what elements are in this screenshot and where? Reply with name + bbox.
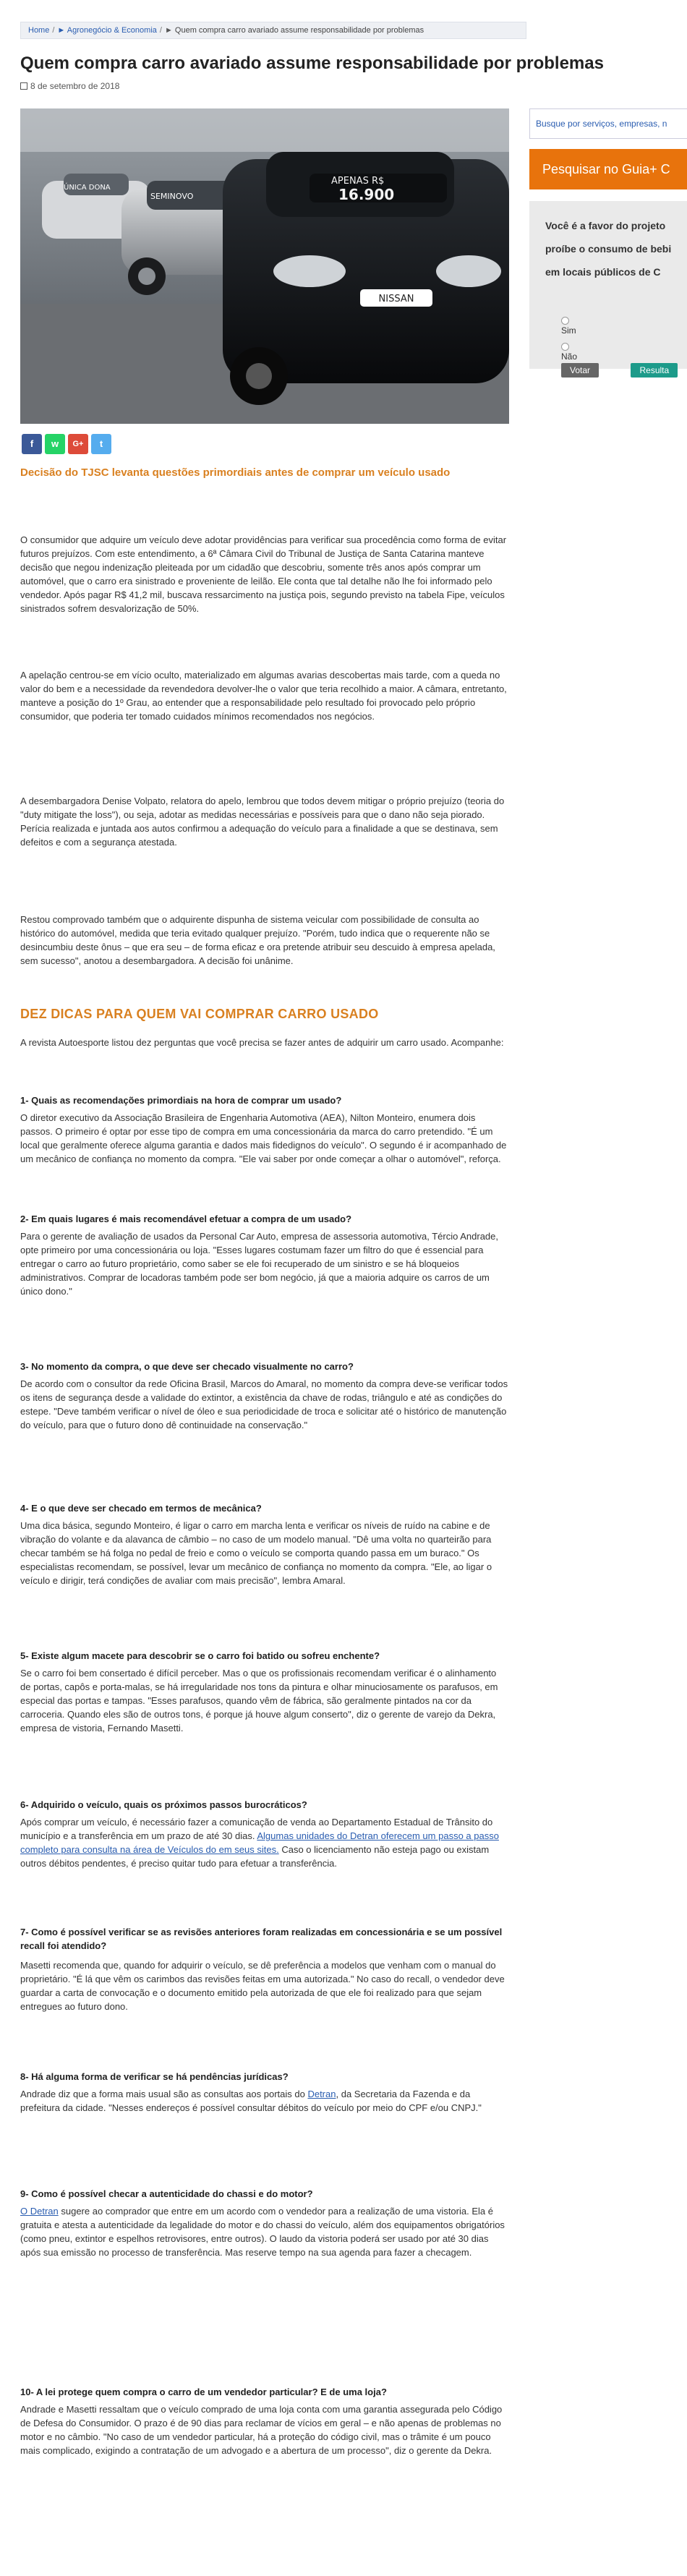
- windshield-text: ÚNICA DONA: [64, 184, 111, 192]
- section-title: DEZ DICAS PARA QUEM VAI COMPRAR CARRO USADO: [20, 1007, 379, 1021]
- question-heading: 6- Adquirido o veículo, quais os próximos passos burocráticos?: [20, 1799, 307, 1810]
- breadcrumb: [20, 22, 526, 39]
- question-heading: 8- Há alguma forma de verificar se há pendências jurídicas?: [20, 2071, 289, 2082]
- share-bar: [22, 434, 111, 454]
- question-answer: De acordo com o consultor da rede Oficina Brasil, Marcos do Amaral, no momento da compra deve-se verificar todos os itens de segurança desde a validade do extintor, a existência da chave de rodas, triângulo e até as condições do estepe. "Deve também verificar o nível de óleo e sua periodicidade de troca e solicitar até o histórico de manutenção do veículo, para que o futuro dono dê continuidade na conservação.": [20, 1378, 508, 1430]
- question-heading: 7- Como é possível verificar se as revisões anteriores foram realizadas em concessionária e se um possível recall foi atendido?: [20, 1927, 503, 1951]
- breadcrumb-section-link[interactable]: Agronegócio & Economia: [67, 26, 157, 35]
- poll-option-sim[interactable]: [561, 315, 576, 336]
- poll-option-label: Não: [561, 351, 578, 362]
- windshield-text: SEMINOVO: [150, 192, 194, 201]
- twitter-icon[interactable]: t: [91, 434, 111, 454]
- poll-question-line: em locais públicos de C: [545, 266, 661, 278]
- radio-icon[interactable]: [561, 343, 569, 351]
- whatsapp-icon[interactable]: w: [45, 434, 65, 454]
- question-answer: Masetti recomenda que, quando for adquirir o veículo, se dê preferência a modelos que venham com o manual do proprietário. "É lá que vêm os carimbos das revisões feitas em uma autorizada." No caso do recall, o vendedor deve guardar a carta de convocação e o documento emitido pela autorizada de que ele foi realizado para que sejam entregues ao futuro dono.: [20, 1960, 505, 2012]
- question-answer: O diretor executivo da Associação Brasileira de Engenharia Automotiva (AEA), Nilton Monteiro, enumera dois passos. O primeiro é optar por esse tipo de compra em uma concessionária da marca do carro pretendido. "É um local que geralmente oferece alguma garantia e dados mais fidedignos do veículo". O segundo é ir acompanhado de um mecânico de confiança no momento da compra. "Ele vai saber por onde começar a olhar o automóvel", reforça.: [20, 1112, 507, 1164]
- answer-text: sugere ao comprador que entre em um acordo com o vendedor para a realização de uma vistoria. Ela é gratuita e atesta a autenticidade da legalidade do motor e do chassi do veículo, além dos equipamentos obrigatórios (como pneu, extintor e espelhos retrovisores, entre outros). O laudo da vistoria poderá ser usado por até 30 dias após sua emissão no processo de transferência. Mas reserve tempo na sua agenda para fazer a checagem.: [20, 2206, 505, 2258]
- answer-text: Caso o licenciamento não esteja pago ou existam outros débitos pendentes, é preciso quitar tudo para efetuar a transferência.: [20, 1844, 490, 1869]
- question-heading: 2- Em quais lugares é mais recomendável efetuar a compra de um usado?: [20, 1214, 352, 1224]
- question-heading: 1- Quais as recomendações primordiais na hora de comprar um usado?: [20, 1095, 342, 1106]
- results-button[interactable]: Resulta: [631, 363, 678, 378]
- poll-question: [545, 214, 687, 283]
- question-heading: 3- No momento da compra, o que deve ser checado visualmente no carro?: [20, 1361, 354, 1372]
- article-lead: Decisão do TJSC levanta questões primordiais antes de comprar um veículo usado: [20, 466, 451, 479]
- chevron-right-icon: ►: [164, 26, 173, 35]
- facebook-icon[interactable]: f: [22, 434, 42, 454]
- search-input[interactable]: Busque por serviços, empresas, n: [529, 108, 687, 139]
- question-answer: [20, 2204, 509, 2259]
- page-title: Quem compra carro avariado assume responsabilidade por problemas: [20, 54, 604, 73]
- answer-text: Após comprar um veículo, é necessário fazer a comunicação de venda ao Departamento Estadual de Trânsito do município e a transferência em um prazo de até 30 dias.: [20, 1817, 493, 1841]
- breadcrumb-current: Quem compra carro avariado assume responsabilidade por problemas: [174, 26, 424, 35]
- poll-option-nao[interactable]: [561, 341, 577, 362]
- vote-button[interactable]: Votar: [561, 363, 599, 378]
- question-answer: [20, 1815, 509, 1870]
- paragraph: A apelação centrou-se em vício oculto, materializado em algumas avarias descobertas mais tarde, com a queda no valor do bem e a necessidade da revendedora devolver-lhe o valor que teria recolhido a maior. A câmara, entretanto, manteve a posição do 1º Grau, ao entender que a responsabilidade pelo resultado foi provocado pelo próprio consumidor, que poderia ter tomado cuidados mínimos recomendados nos negócios.: [20, 670, 507, 722]
- poll-option-label: Sim: [561, 325, 576, 336]
- detran-link[interactable]: O Detran: [20, 2206, 59, 2217]
- paragraph: Restou comprovado também que o adquirente dispunha de sistema veicular com possibilidade de consulta ao histórico do automóvel, medida que teria evitado qualquer prejuízo. "Porém, tudo indica que o requerente não se desincumbiu deste ônus – que era seu – de forma eficaz e ora pretende atribuir seu descuido à empresa apelada, sem sucesso", anotou a desembargadora. A decisão foi unânime.: [20, 914, 495, 966]
- detran-link[interactable]: Algumas unidades do Detran oferecem um passo a passo completo para consulta na área de Veículos do em seus sites.: [20, 1830, 499, 1855]
- question-answer: Andrade e Masetti ressaltam que o veículo comprado de uma loja conta com uma garantia assegurada pelo Código de Defesa do Consumidor. O prazo é de 90 dias para reclamar de vícios em geral – e não apenas de problemas no motor e no câmbio. "No caso de um vendedor particular, há a proteção do código civil, mas o trâmite é um pouco mais complicado, exigindo a contratação de um advogado e a abertura de um processo", diz o gerente da Dekra.: [20, 2404, 503, 2456]
- date-text: 8 de setembro de 2018: [30, 81, 120, 91]
- answer-text: , da Secretaria da Fazenda e da prefeitura da cidade. "Nesses endereços é possível consultar débitos do veículo por meio do CPF e/ou CNPJ.": [20, 2089, 482, 2113]
- section-intro: A revista Autoesporte listou dez perguntas que você precisa se fazer antes de adquirir um carro usado. Acompanhe:: [20, 1037, 504, 1048]
- windshield-text: APENAS R$: [331, 176, 385, 187]
- chevron-right-icon: ►: [57, 26, 66, 35]
- google-plus-icon[interactable]: G+: [68, 434, 88, 454]
- windshield-price: 16.900: [338, 186, 395, 203]
- paragraph: O consumidor que adquire um veículo deve adotar providências para verificar sua procedência como forma de evitar futuros prejuízos. Com este entendimento, a 6ª Câmara Civil do Tribunal de Justiça de Santa Catarina manteve decisão que negou indenização pleiteada por um cidadão que descobriu, somente três anos após comprar um automóvel, que o carro era sinistrado e proveniente de leilão. Ele conta que tal detalhe não lhe foi informado pelo vendedor. Após pagar R$ 41,2 mil, buscava ressarcimento na justiça pois, segundo previsto na tabela Fipe, veículos sinistrados sofrem desvalorização de 50%.: [20, 534, 507, 614]
- detran-link[interactable]: Detran: [307, 2089, 336, 2099]
- car-lot-image: [20, 108, 509, 424]
- breadcrumb-separator: /: [52, 26, 55, 35]
- poll-question-line: Você é a favor do projeto: [545, 220, 666, 231]
- calendar-icon: [20, 82, 27, 90]
- question-answer: Uma dica básica, segundo Monteiro, é ligar o carro em marcha lenta e verificar os níveis de ruído na cabine e de vibração do volante e da alavanca de câmbio – no caso de um modelo manual. "Dê uma volta no quarteirão para checar também se há folga no pedal de freio e como o veículo se comporta quando passa em um buraco." Os especialistas recomendam, se possível, levar um mecânico de confiança no momento da compra. "Ele, ao ligar o veículo e dirigir, terá condições de avaliar com mais precisão", lembra Amaral.: [20, 1520, 492, 1586]
- question-heading: 5- Existe algum macete para descobrir se o carro foi batido ou sofreu enchente?: [20, 1650, 380, 1661]
- question-heading: 4- E o que deve ser checado em termos de mecânica?: [20, 1503, 262, 1514]
- poll-actions: [561, 363, 678, 378]
- radio-icon[interactable]: [561, 317, 569, 325]
- search-button[interactable]: Pesquisar no Guia+ C: [529, 149, 687, 189]
- breadcrumb-separator: /: [159, 26, 162, 35]
- question-heading: 9- Como é possível checar a autenticidade do chassi e do motor?: [20, 2188, 313, 2199]
- question-heading: 10- A lei protege quem compra o carro de um vendedor particular? E de uma loja?: [20, 2387, 387, 2397]
- answer-text: Andrade diz que a forma mais usual são as consultas aos portais do: [20, 2089, 308, 2099]
- article-photo: [20, 108, 509, 424]
- question-answer: Se o carro foi bem consertado é difícil perceber. Mas o que os profissionais recomendam verificar é o alinhamento de portas, capôs e porta-malas, se há irregularidade nos tons da pintura e olhar minuciosamente os parafusos, em especial das portas e tampas. "Esses parafusos, quando vêm de fábrica, são geralmente pintados na cor da carroceria. Quando eles são de outros tons, é porque já houve algum conserto", diz o gerente de varejo da Dekra, empresa de vistoria, Fernando Masetti.: [20, 1668, 498, 1733]
- question-answer: [20, 2087, 509, 2115]
- poll-widget: [529, 201, 687, 375]
- article-date: [20, 81, 119, 91]
- poll-question-line: proíbe o consumo de bebi: [545, 243, 672, 255]
- question-answer: Para o gerente de avaliação de usados da Personal Car Auto, empresa de assessoria automotiva, Tércio Andrade, opte primeiro por uma concessionária ou loja. "Esses lugares costumam fazer um filtro do que é essencial para entregar o carro ao futuro proprietário, como saber se ele foi recuperado de um sinistro e se há bloqueios administrativos. Comprar de locadoras também pode ser bom negócio, já que a maioria adquire os carros de um único dono.": [20, 1231, 498, 1297]
- breadcrumb-home-link[interactable]: Home: [28, 26, 50, 35]
- svg-text:NISSAN: NISSAN: [378, 294, 414, 304]
- paragraph: A desembargadora Denise Volpato, relatora do apelo, lembrou que todos devem mitigar o próprio prejuízo (teoria do "duty mitigate the loss"), ou seja, adotar as medidas necessárias e possíveis para que o dano não seja piorado. Perícia realizada e juntada aos autos confirmou a adequação do veículo para a finalidade a que se destinava, sem defeitos e com a segurança atestada.: [20, 796, 505, 848]
